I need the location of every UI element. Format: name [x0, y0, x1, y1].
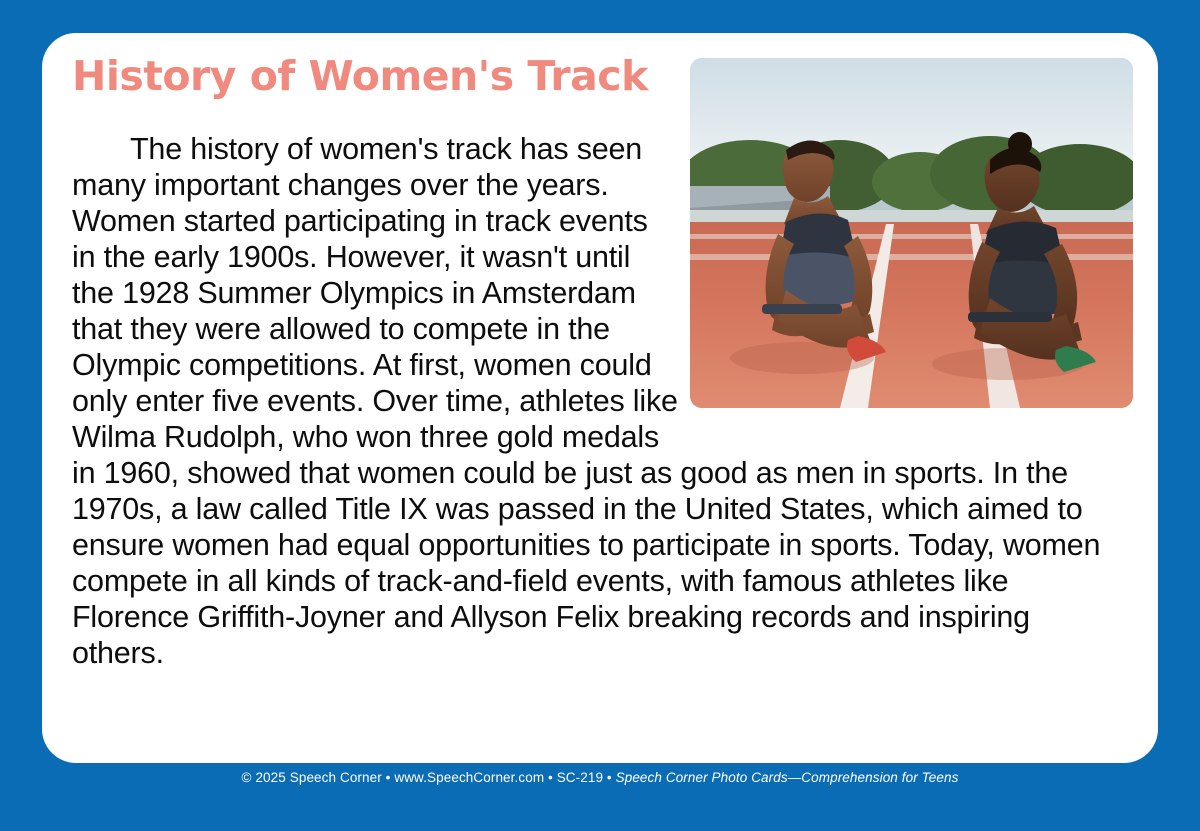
content-card — [42, 33, 1158, 763]
footer-copyright: © 2025 Speech Corner • www.SpeechCorner.com • SC-219 • — [241, 770, 616, 785]
passage-text — [72, 131, 1128, 671]
page-title: History of Women's Track — [72, 52, 648, 100]
text-wrap-spacer — [678, 131, 1128, 421]
footer-series: Speech Corner Photo Cards—Comprehension for Teens — [615, 770, 959, 785]
footer — [0, 770, 1200, 785]
paragraph-body: The history of women's track has seen many important changes over the years. Women started participating in track events in the early 1900s. However, it wasn't until the 1928 Summer Olympics in Amsterdam that they were allowed to compete in the Olympic competitions. At first, women could only enter five events. Over time, athletes like Wilma Rudolph, who won three gold medals in 1960, showed that women could be just as good as men in sports. In the 1970s, a law called Title IX was passed in the United States, which aimed to ensure women had equal opportunities to participate in sports. Today, women compete in all kinds of track-and-field events, with famous athletes like Florence Griffith-Joyner and Allyson Felix breaking records and inspiring others. — [72, 132, 1101, 670]
